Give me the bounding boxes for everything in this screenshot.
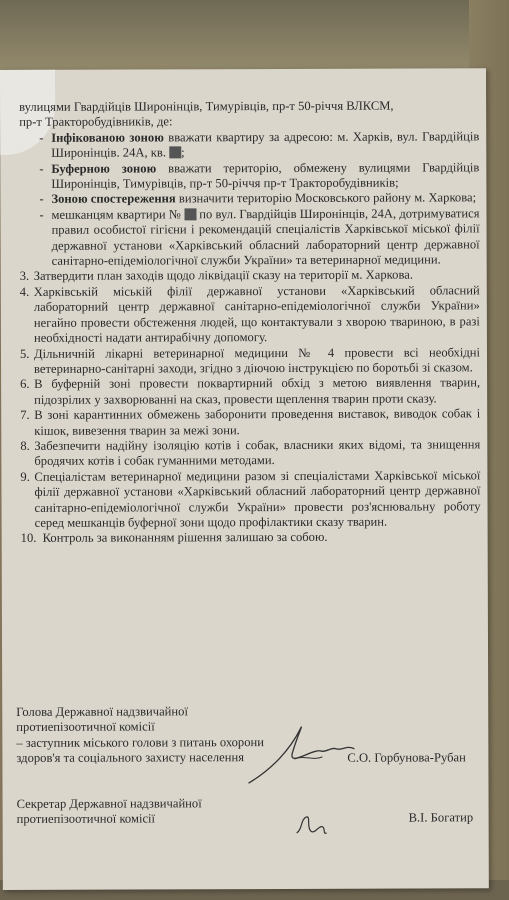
secretary-signature-block (17, 796, 202, 827)
item-10 (21, 530, 481, 547)
bullet-dash: - (39, 130, 44, 145)
residents-pre: мешканцям квартири № (51, 207, 181, 222)
secretary-name: В.І. Богатир (408, 810, 474, 825)
bullet-observation-zone (19, 191, 479, 208)
bullet-buffer-zone (19, 160, 479, 192)
bullet-dash: - (39, 207, 44, 222)
item-number: 6. (20, 377, 30, 392)
observation-zone-text: визначити територію Московського району м. Харкова; (178, 190, 477, 206)
item-number: 4. (19, 284, 30, 299)
item-number: 8. (20, 438, 30, 453)
bullet-dash: - (39, 161, 44, 176)
head-signature-block (16, 704, 264, 766)
head-title-line-2: протиепізоотичної комісії (16, 719, 155, 735)
redaction-box (184, 208, 196, 220)
item-4 (20, 283, 480, 346)
item-number: 5. (19, 346, 30, 361)
bullet-infected-zone (19, 129, 479, 161)
head-signature-icon (242, 709, 362, 789)
intro-line-2: пр-т Тракторобудівників, де: (19, 114, 173, 130)
term-buffer-zone: Буферною зоною (51, 161, 157, 176)
infected-zone-tail: ; (181, 145, 185, 160)
item-text: Затвердити план заходів щодо ліквідації сказу на території м. Харкова. (33, 268, 413, 284)
item-text: Дільничній лікарні ветеринарної медицини № 4 провести всі необхідні ветеринарно-санітарні заходи, згідно з діючою інструкцією по боротьбі зі сказом. (33, 344, 481, 376)
item-7 (20, 406, 480, 438)
document-page (0, 68, 489, 890)
item-text: Контроль за виконанням рішення залишаю за собою. (42, 530, 328, 546)
head-title-line-3: – заступник міського голови з питань охорони (16, 734, 265, 750)
bullet-dash: - (39, 192, 44, 207)
item-6 (20, 376, 480, 408)
item-number: 9. (20, 469, 30, 484)
redaction-box (169, 147, 181, 159)
item-number: 10. (20, 531, 37, 546)
term-observation-zone: Зоною спостереження (51, 191, 176, 207)
item-text: В буферній зоні провести поквартирний обхід з метою виявлення тварин, підозрілих у захворюванні на сказ, провести щеплення тварин проти сказу. (34, 375, 481, 407)
item-text: Спеціалістам ветеринарної медицини разом зі спеціалістами Харківської міської філії державної установи «Харківський обласний лабораторний центр державної санітарно-епідеміологічної служби України» провести роз'яснювальну роботу серед мешканців буферної зони щодо профілактики сказу тварин. (34, 468, 481, 530)
item-text: Забезпечити надійну ізоляцію котів і собак, власники яких відомі, та знищення бродячих котів і собак гуманними методами. (34, 437, 481, 469)
document-body (19, 98, 481, 546)
residents-text: по вул. Гвардійців Широнінців, 24А, дотримуватися правил особистої гігієни і рекомендацій спеціалістів Харківської міської філії державної установи «Харківський обласний лабораторний центр державної санітарно-епідеміологічної служби України» та ветеринарної медицини. (51, 206, 480, 268)
secretary-title-line-2: протиепізоотичної комісії (16, 811, 156, 827)
item-number: 7. (20, 408, 30, 423)
item-3 (20, 268, 480, 285)
item-text: В зоні карантинних обмежень заборонити проведення виставок, виводок собак і кішок, вивезення тварин за межі зони. (34, 406, 481, 438)
item-9 (20, 468, 480, 531)
secretary-signature-icon (293, 811, 331, 841)
item-8 (20, 437, 480, 469)
head-title-line-1: Голова Державної надзвичайної (16, 704, 188, 719)
term-infected-zone: Інфікованою зоною (51, 130, 164, 145)
item-text: Харківській міській філії державної установи «Харківський обласний лабораторний центр державної санітарно-епідеміологічної служби України» негайно провести обстеження людей, що контактували з хворою твариною, в разі необхідності надати антирабічну допомогу. (33, 283, 480, 345)
intro-line-1: вулицями Гвардійців Широнінців, Тимурівців, пр-т 50-річчя ВЛКСМ, (19, 98, 394, 114)
head-name: С.О. Горбунова-Рубан (347, 750, 466, 765)
bullet-residents (19, 206, 479, 269)
head-title-line-4: здоров'я та соціального захисту населення (16, 750, 245, 766)
item-number: 3. (19, 269, 30, 284)
infected-zone-text: вважати квартиру за адресою: м. Харків, вул. Гвардійців Широнінців. 24А, кв. (51, 129, 480, 161)
item-5 (20, 345, 480, 377)
buffer-zone-text: вважати територію, обмежену вулицями Гвардійців Широнінців, Тимурівців, пр-т 50-річчя пр-т Тракторобудівників; (51, 159, 480, 191)
secretary-title-line-1: Секретар Державної надзвичайної (16, 796, 202, 811)
